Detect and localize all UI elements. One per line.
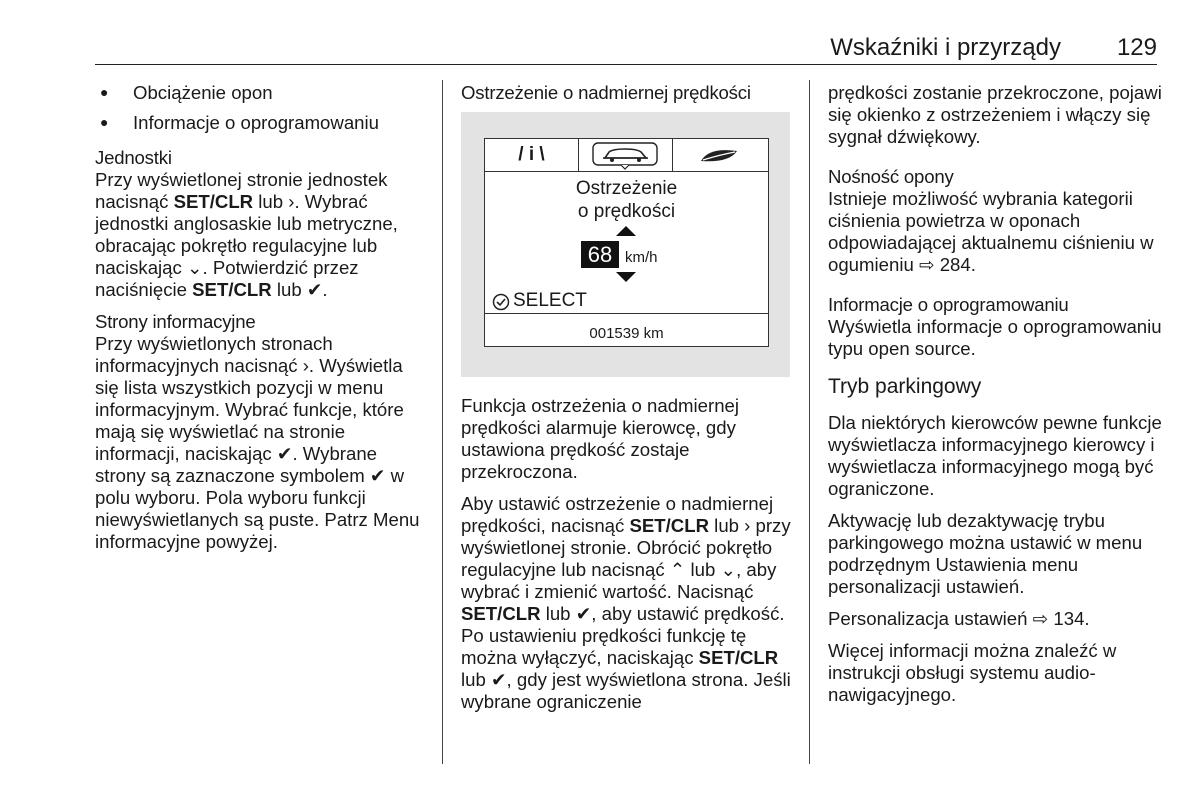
body-text: Personalizacja ustawień ⇨ 134. bbox=[828, 608, 1090, 629]
display-tabs bbox=[485, 139, 768, 172]
setclr-label: SET/CLR bbox=[461, 603, 541, 624]
body-text: Przy wyświetlonej stronie jednostek nacisnąć bbox=[95, 169, 388, 212]
tab-trip bbox=[485, 139, 578, 171]
body-text: lub › przy wyświetlonej stronie. Obrócić pokrętło regulacyjne lub nacisnąć ⌃ lub ⌄, aby wybrać i zmienić wartość. Nacisnąć bbox=[461, 515, 791, 602]
body-text: Dla niektórych kierowców pewne funkcje wyświetlacza informacyjnego kierowcy i wyświetlacza informacyjnego mogą być ograniczone. bbox=[828, 412, 1162, 499]
column-2 bbox=[461, 82, 796, 723]
body-text: Aby ustawić ostrzeżenie o nadmiernej prędkości, nacisnąć bbox=[461, 493, 774, 536]
parking-mode-paragraph bbox=[828, 510, 1163, 598]
page-number: 129 bbox=[1116, 34, 1157, 61]
check-circle-icon bbox=[492, 293, 510, 311]
body-text: Funkcja ostrzeżenia o nadmiernej prędkości alarmuje kierowcę, gdy ustawiona prędkość zostaje przekroczona. bbox=[461, 395, 740, 482]
setclr-label: SET/CLR bbox=[192, 279, 272, 300]
speed-value: 68 bbox=[581, 241, 619, 268]
odometer: 001539 km bbox=[589, 325, 664, 342]
setup-paragraph bbox=[461, 493, 796, 713]
section-heading: Jednostki bbox=[95, 147, 172, 168]
bullet-list bbox=[95, 82, 430, 134]
arrow-down-icon bbox=[615, 271, 637, 283]
column-3 bbox=[828, 82, 1163, 716]
tab-eco bbox=[671, 139, 768, 171]
tab-vehicle bbox=[578, 139, 673, 171]
body-text: powyżej. bbox=[200, 531, 278, 552]
body-text: Przy wyświetlonych stronach informacyjnych nacisnąć ›. Wyświetla się lista wszystkich pozycji w menu informacyjnym. Wybrać funkcje, które mają się wyświetlać na stronie informacji, naciskając ✔. Wybrane strony są zaznaczone symbolem ✔ w polu wyboru. Pola wyboru funkcji niewyświetlanych są puste. Patrz bbox=[95, 333, 405, 530]
menu-reference: Menu informacyjne bbox=[95, 509, 420, 552]
trip-icon: / i \ bbox=[518, 144, 545, 165]
section-heading: Informacje o oprogramowaniu bbox=[828, 294, 1069, 315]
body-text: Więcej informacji można znaleźć w instrukcji obsługi systemu audio-nawigacyjnego. bbox=[828, 640, 1117, 705]
list-item: ● Informacje o oprogramowaniu bbox=[95, 112, 430, 134]
column-1 bbox=[95, 82, 430, 563]
body-text: Istnieje możliwość wybrania kategorii ciśnienia powietrza w oponach odpowiadającej aktualnemu ciśnieniu w ogumieniu ⇨ 284. bbox=[828, 188, 1154, 275]
body-text: lub ›. Wybrać jednostki anglosaskie lub metryczne, obracając pokrętło regulacyjne lub naciskając ⌄. Potwierdzić przez naciśnięcie bbox=[95, 191, 398, 300]
software-info-section bbox=[828, 294, 1163, 360]
instrument-display bbox=[484, 138, 769, 347]
column-divider bbox=[809, 80, 810, 764]
car-icon bbox=[579, 139, 672, 171]
setclr-label: SET/CLR bbox=[698, 647, 779, 668]
body-text: prędkości zostanie przekroczone, pojawi się okienko z ostrzeżeniem i włączy się sygnał dźwiękowy. bbox=[828, 82, 1162, 147]
section-heading: Ostrzeżenie o nadmiernej prędkości bbox=[461, 82, 751, 103]
units-section bbox=[95, 147, 430, 301]
info-pages-section bbox=[95, 311, 430, 553]
setclr-label: SET/CLR bbox=[629, 515, 710, 536]
leaf-icon bbox=[671, 139, 768, 171]
body-text: lub ✔, gdy jest wyświetlona strona. Jeśli wybrane ograniczenie bbox=[461, 669, 791, 712]
select-label: SELECT bbox=[513, 290, 587, 311]
arrow-up-icon bbox=[615, 225, 637, 237]
column-divider bbox=[442, 80, 443, 764]
setclr-label: SET/CLR bbox=[173, 191, 254, 212]
list-item: ● Obciążenie opon bbox=[95, 82, 430, 104]
body-text: menu personalizacji ustawień. bbox=[828, 554, 1079, 597]
display-divider bbox=[485, 313, 768, 314]
section-heading-large: Tryb parkingowy bbox=[828, 375, 982, 398]
body-text: Aktywację lub dezaktywację trybu parkingowego można ustawić w menu podrzędnym bbox=[828, 510, 1143, 575]
section-heading: Nośność opony bbox=[828, 166, 954, 187]
warning-line-1: Ostrzeżenie bbox=[575, 178, 678, 199]
body-text: Wyświetla informacje o oprogramowaniu typu open source. bbox=[828, 316, 1162, 359]
section-heading: Strony informacyjne bbox=[95, 311, 256, 332]
body-text: lub ✔. bbox=[271, 279, 328, 300]
page-header bbox=[95, 34, 1157, 65]
tyre-load-section bbox=[828, 166, 1163, 276]
page-title: Wskaźniki i przyrządy bbox=[830, 34, 1061, 61]
display-figure bbox=[461, 112, 790, 377]
speed-unit: km/h bbox=[625, 249, 658, 266]
menu-reference: Ustawienia bbox=[935, 554, 1027, 575]
warning-line-2: o prędkości bbox=[577, 201, 676, 222]
body-text: lub ✔, aby ustawić prędkość. Po ustawieniu prędkości funkcję tę można wyłączyć, naciskając bbox=[461, 603, 785, 668]
